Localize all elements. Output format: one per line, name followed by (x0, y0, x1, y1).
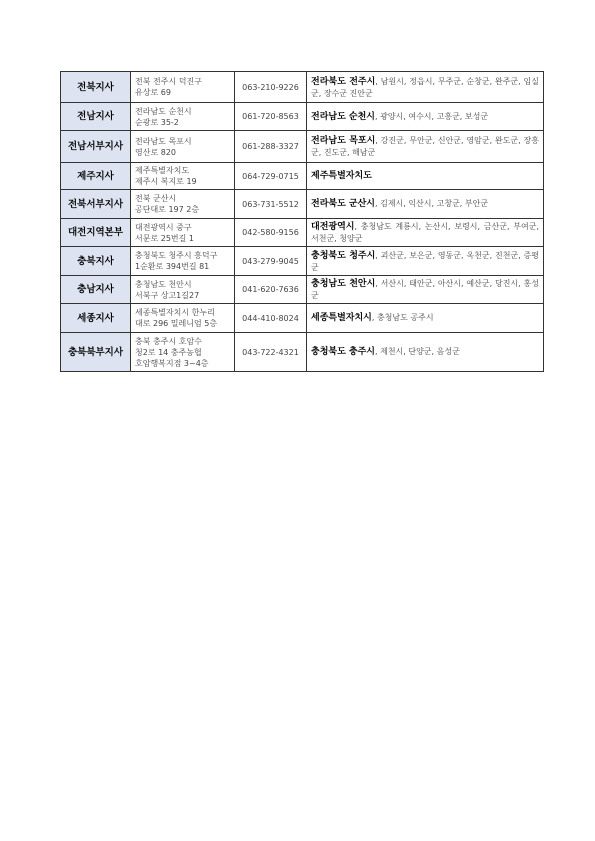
branch-name: 대전지역본부 (61, 219, 131, 247)
coverage-areas: , 김제시, 익산시, 고창군, 부안군 (375, 199, 489, 208)
address-line: 순광로 35-2 (135, 117, 179, 127)
branch-address (131, 304, 235, 333)
branch-phone: 061-288-3327 (235, 131, 307, 163)
branch-address (131, 333, 235, 372)
branch-coverage (307, 276, 544, 304)
hq-city: 전라북도 군산시 (311, 199, 375, 209)
address-line: 충청남도 천안시 (135, 279, 192, 289)
table-row (61, 190, 544, 219)
address-line: 전라남도 목포시 (135, 136, 192, 146)
branch-phone: 042-580-9156 (235, 219, 307, 247)
address-line: 호암행복지점 3~4층 (135, 358, 209, 368)
branch-address (131, 247, 235, 276)
branch-address (131, 131, 235, 163)
hq-city: 전라남도 순천시 (311, 111, 375, 122)
address-line: 대로 296 밀레니엄 5층 (135, 319, 218, 328)
address-line: 전북 군산시 (135, 194, 177, 203)
branch-name: 전남서부지사 (61, 131, 131, 163)
address-line: 서문로 25번길 1 (135, 233, 194, 243)
table-row (61, 333, 544, 372)
coverage-areas: , 강진군, 무안군, 신안군, 영암군, 완도군, 장흥군, 진도군, 해남군 (311, 136, 539, 157)
address-line: 전라남도 순천시 (135, 106, 192, 116)
branch-name: 충북북부지사 (61, 333, 131, 372)
branch-phone: 041-620-7636 (235, 276, 307, 304)
coverage-areas: , 서산시, 태안군, 아산시, 예산군, 당진시, 홍성군 (311, 279, 539, 300)
branch-phone: 043-279-9045 (235, 247, 307, 276)
table-row (61, 219, 544, 247)
branch-coverage (307, 131, 544, 163)
branch-address (131, 72, 235, 103)
table-row (61, 72, 544, 103)
address-line: 서북구 상고1길27 (135, 290, 200, 300)
hq-city: 충청북도 청주시 (311, 250, 376, 261)
branch-phone: 064-729-0715 (235, 163, 307, 190)
branch-name: 충남지사 (61, 276, 131, 304)
coverage-areas: , 남원시, 정읍시, 무주군, 순창군, 완주군, 임실군, 장수군 진안군 (311, 76, 539, 98)
branch-coverage (307, 72, 544, 103)
table-row (61, 131, 544, 163)
branch-phone: 063-731-5512 (235, 190, 307, 219)
table-row (61, 304, 544, 333)
table-row (61, 103, 544, 131)
address-line: 충북 충주시 호암수 (135, 336, 202, 346)
branch-name: 세종지사 (61, 304, 131, 333)
branch-coverage (307, 304, 544, 333)
branch-name: 전남지사 (61, 103, 131, 131)
address-line: 공단대로 197 2층 (135, 205, 200, 214)
address-line: 1순환로 394번길 81 (135, 262, 210, 271)
address-line: 영산로 820 (135, 147, 176, 157)
hq-city: 대전광역시 (311, 222, 355, 232)
coverage-areas: , 충청남도 공주시 (371, 313, 434, 322)
address-line: 유상로 69 (135, 88, 171, 97)
branch-name: 제주지사 (61, 163, 131, 190)
hq-city: 전라북도 전주시 (311, 76, 376, 87)
branch-office-table (60, 71, 544, 372)
branch-coverage (307, 163, 544, 190)
hq-city: 세종특별자치시 (311, 313, 372, 323)
branch-coverage (307, 333, 544, 372)
branch-address (131, 103, 235, 131)
hq-city: 제주특별자치도 (311, 171, 372, 181)
branch-phone: 061-720-8563 (235, 103, 307, 131)
hq-city: 전라남도 목포시 (311, 136, 376, 146)
branch-phone: 063-210-9226 (235, 72, 307, 103)
hq-city: 충청북도 충주시 (311, 347, 375, 357)
coverage-areas: , 괴산군, 보은군, 영동군, 옥천군, 진천군, 증평군 (311, 250, 539, 272)
branch-phone: 043-722-4321 (235, 333, 307, 372)
address-line: 충청북도 청주시 흥덕구 (135, 251, 218, 260)
branch-coverage (307, 219, 544, 247)
branch-name: 충북지사 (61, 247, 131, 276)
coverage-areas: , 충청남도 계룡시, 논산시, 보령시, 금산군, 부여군, 서천군, 청양군 (311, 222, 539, 243)
address-line: 전북 전주시 덕진구 (135, 77, 202, 86)
table-row (61, 163, 544, 190)
branch-coverage (307, 103, 544, 131)
address-line: 제주시 복지로 19 (135, 177, 197, 186)
branch-name: 전북지사 (61, 72, 131, 103)
hq-city: 충청남도 천안시 (311, 279, 376, 289)
branch-address (131, 276, 235, 304)
table-row (61, 247, 544, 276)
address-line: 대전광역시 중구 (135, 222, 192, 232)
branch-coverage (307, 190, 544, 219)
address-line: 제주특별자치도 (135, 166, 190, 175)
branch-coverage (307, 247, 544, 276)
branch-address (131, 219, 235, 247)
address-line: 세종특별자치시 한누리 (135, 308, 215, 317)
branch-address (131, 190, 235, 219)
branch-name: 전북서부지사 (61, 190, 131, 219)
coverage-areas: , 제천시, 단양군, 음성군 (375, 347, 460, 356)
coverage-areas: , 광양시, 여수시, 고흥군, 보성군 (375, 111, 489, 121)
branch-address (131, 163, 235, 190)
branch-phone: 044-410-8024 (235, 304, 307, 333)
address-line: 청2로 14 충주농협 (135, 347, 202, 357)
table-row (61, 276, 544, 304)
